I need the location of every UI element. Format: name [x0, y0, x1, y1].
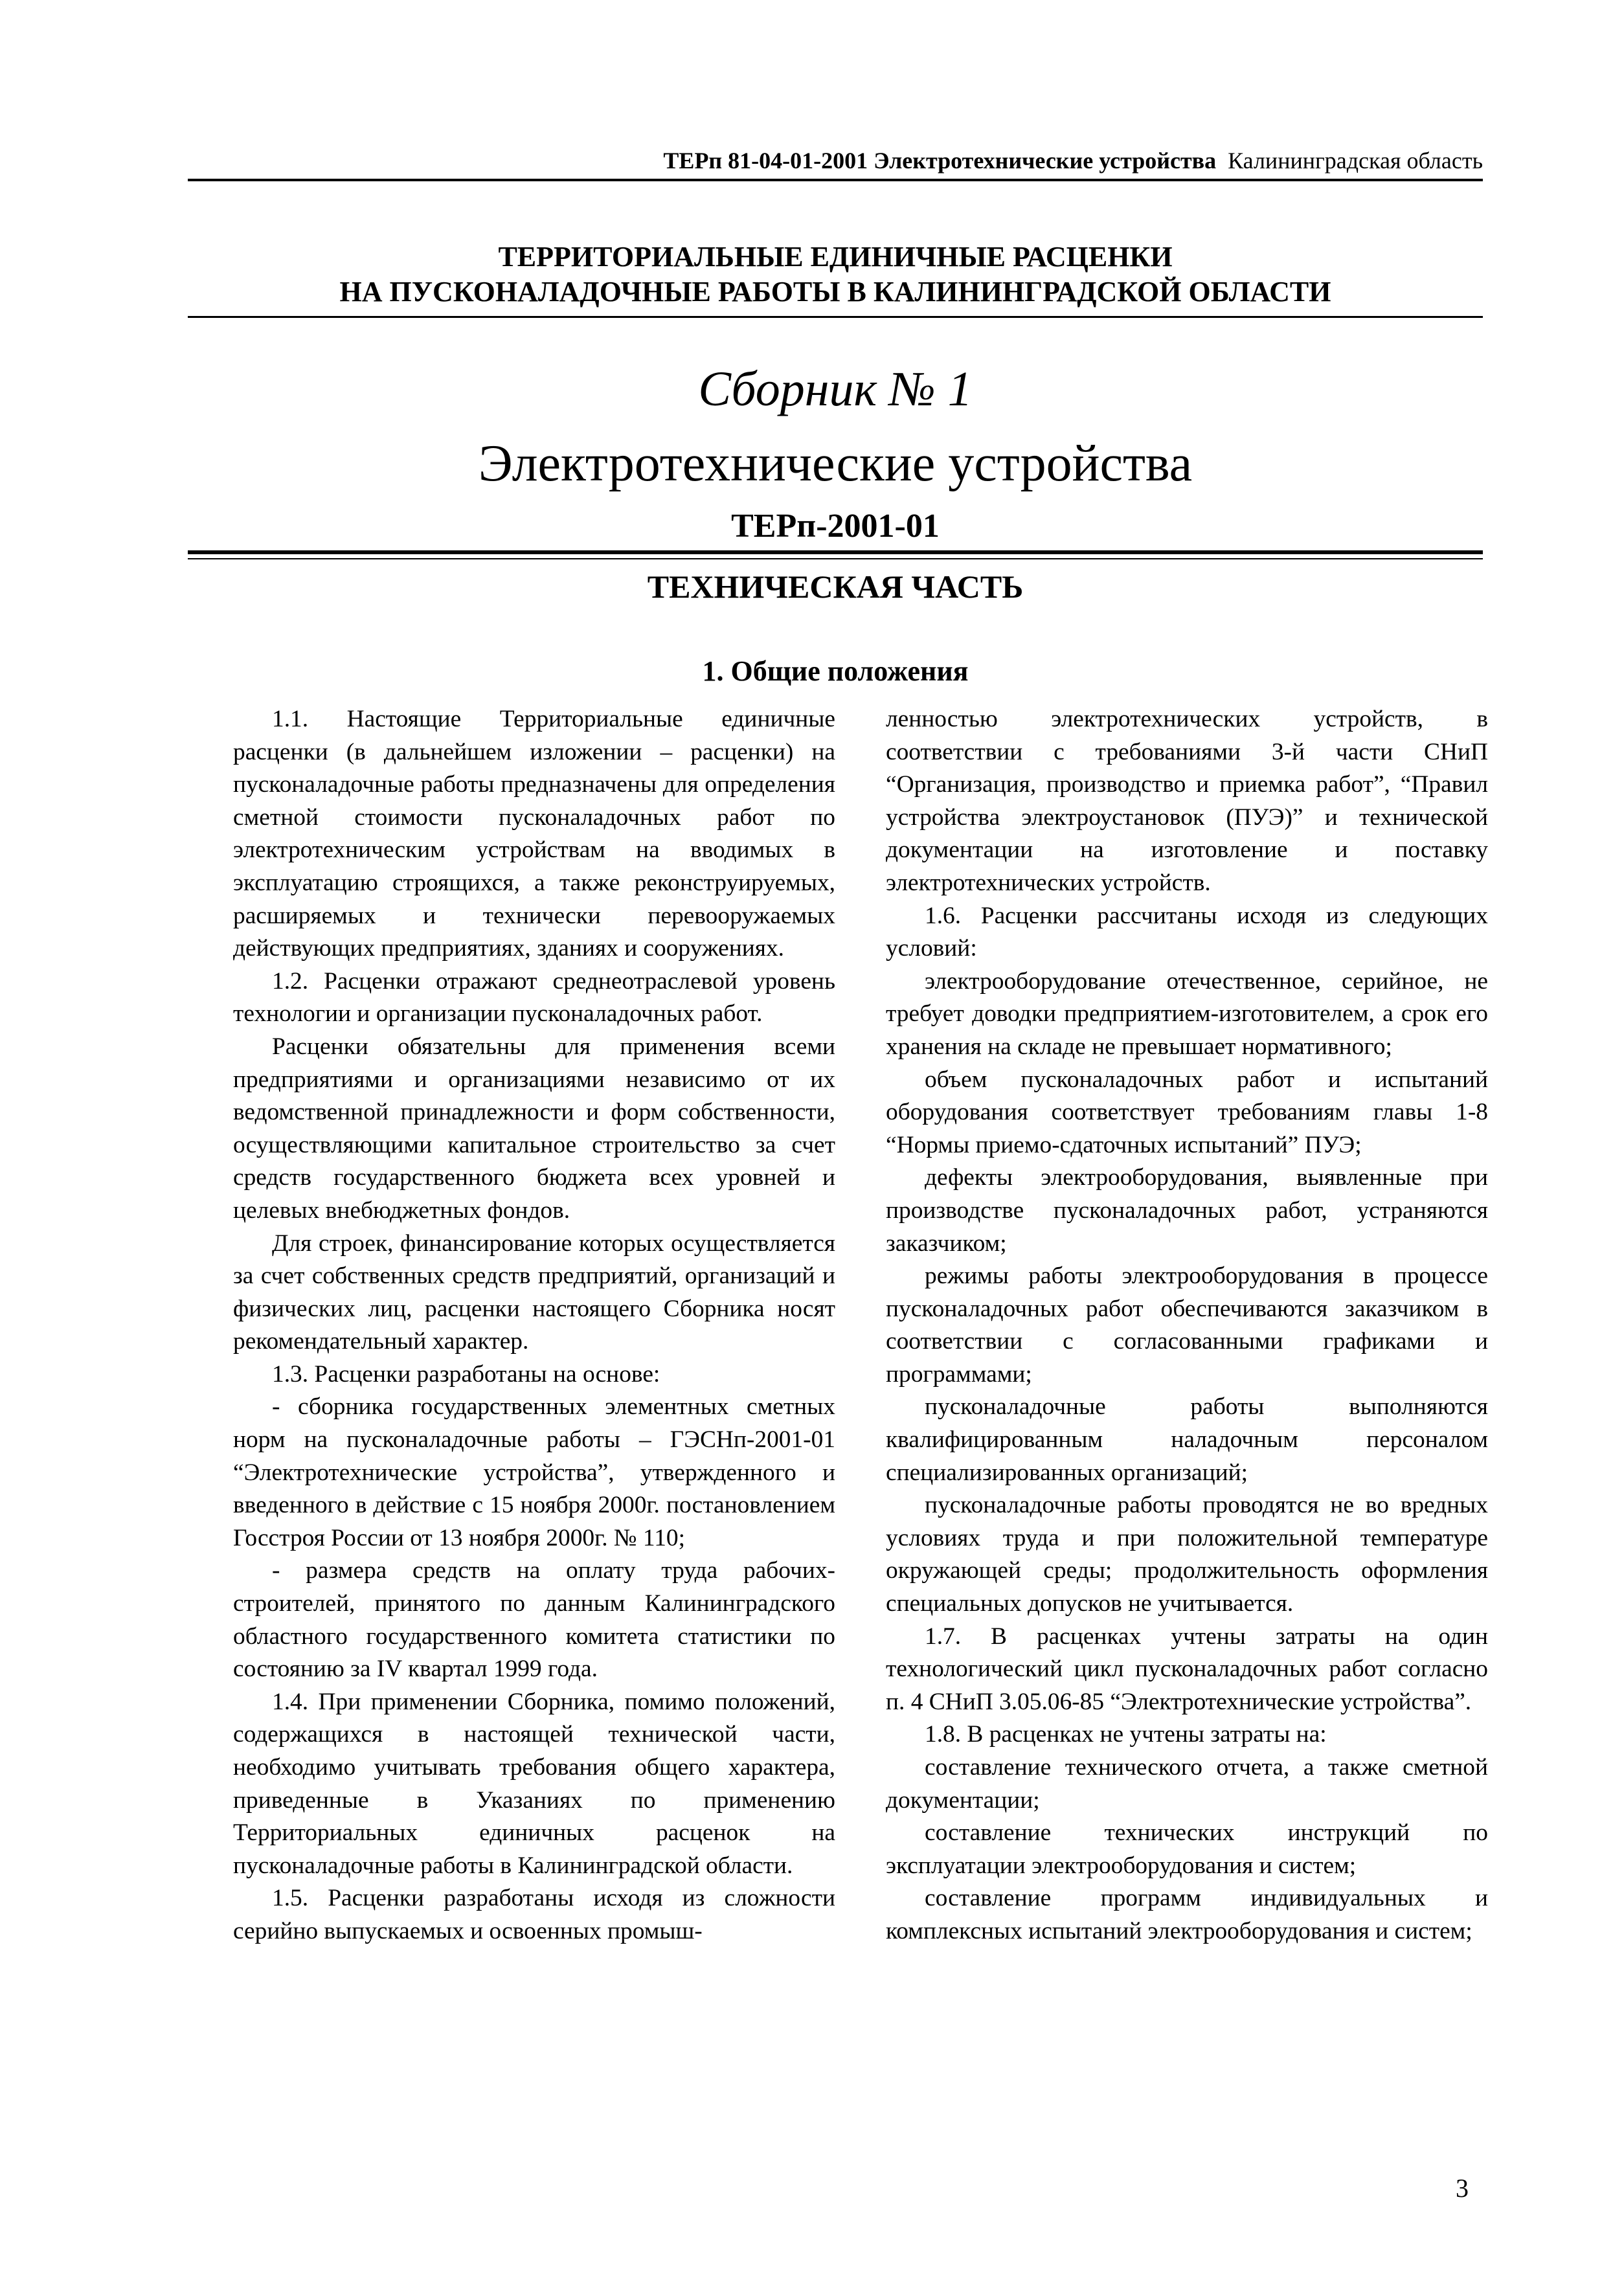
- running-header-region: Калининградская область: [1228, 148, 1483, 174]
- header-rule: [188, 179, 1483, 181]
- title-rule: [188, 316, 1483, 318]
- paragraph: 1.1. Настоящие Территориальные единичные расценки (в дальнейшем изложении – расценки) на пусконаладочные работы предназначены для определения сметной стоимости пусконаладочных работ по электротехническим устройствам на вводимых в эксплуатацию строящихся, а также реконструируемых, расширяемых и технически перевооружаемых действующих предприятиях, зданиях и сооружениях.: [233, 706, 835, 962]
- paragraph: объем пусконаладочных работ и испытаний оборудования соответствует требованиям главы 1-8 “Нормы приемо-сдаточных испытаний” ПУЭ;: [886, 1066, 1488, 1158]
- document-code: ТЕРп-2001-01: [731, 508, 940, 545]
- right-column: [886, 703, 1488, 1948]
- paragraph: - сборника государственных элементных сметных норм на пусконаладочные работы – ГЭСНп-2001-01 “Электротехнические устройства”, утвержденного и введенного в действие с 15 ноября 2000г. постановлением Госстроя России от 13 ноября 2000г. № 110;: [233, 1393, 835, 1551]
- paragraph: составление программ индивидуальных и комплексных испытаний электрооборудования и систем;: [886, 1885, 1488, 1944]
- paragraph: дефекты электрооборудования, выявленные при производстве пусконаладочных работ, устраняются заказчиком;: [886, 1164, 1488, 1257]
- paragraph: 1.4. При применении Сборника, помимо положений, содержащихся в настоящей технической части, необходимо учитывать требования общего характера, приведенные в Указаниях по применению Территориальных единичных расценок на пусконаладочные работы в Калининградской области.: [233, 1688, 835, 1879]
- paragraph: 1.2. Расценки отражают среднеотраслевой уровень технологии и организации пусконаладочных работ.: [233, 967, 835, 1028]
- paragraph: ленностью электротехнических устройств, в соответствии с требованиями 3-й части СНиП “Организация, производство и приемка работ”, “Правил устройства электроустановок (ПУЭ)” и технической документации на изготовление и поставку электротехнических устройств.: [886, 706, 1488, 896]
- chapter-heading: 1. Общие положения: [702, 655, 969, 687]
- title-line-2: НА ПУСКОНАЛАДОЧНЫЕ РАБОТЫ В КАЛИНИНГРАДСКОЙ ОБЛАСТИ: [339, 276, 1331, 308]
- paragraph: - размера средств на оплату труда рабочих-строителей, принятого по данным Калининградского областного государственного комитета статистики по состоянию за IV квартал 1999 года.: [233, 1557, 835, 1683]
- running-header-code: ТЕРп 81-04-01-2001 Электротехнические устройства: [663, 148, 1217, 174]
- paragraph: электрооборудование отечественное, серийное, не требует доводки предприятием-изготовителем, а срок его хранения на складе не превышает нормативного;: [886, 967, 1488, 1060]
- paragraph: Для строек, финансирование которых осуществляется за счет собственных средств предприятий, организаций и физических лиц, расценки настоящего Сборника носят рекомендательный характер.: [233, 1230, 835, 1355]
- collection-number: Сборник № 1: [698, 362, 973, 416]
- title-line-1: ТЕРРИТОРИАЛЬНЫЕ ЕДИНИЧНЫЕ РАСЦЕНКИ: [498, 241, 1173, 273]
- code-rule-thick: [188, 550, 1483, 554]
- left-column: [233, 703, 835, 1948]
- tech-part-heading: ТЕХНИЧЕСКАЯ ЧАСТЬ: [647, 568, 1024, 605]
- section-title: Электротехнические устройства: [478, 435, 1193, 492]
- page-number: 3: [1456, 2174, 1469, 2203]
- paragraph: 1.3. Расценки разработаны на основе:: [272, 1360, 660, 1388]
- paragraph: режимы работы электрооборудования в процессе пусконаладочных работ обеспечиваются заказчиком в соответствии с согласованными графиками и программами;: [886, 1263, 1488, 1388]
- paragraph: Расценки обязательны для применения всеми предприятиями и организациями независимо от их ведомственной принадлежности и форм собственности, осуществляющими капитальное строительство за счет средств государственного бюджета всех уровней и целевых внебюджетных фондов.: [233, 1033, 835, 1224]
- paragraph: составление технических инструкций по эксплуатации электрооборудования и систем;: [886, 1819, 1488, 1879]
- paragraph: 1.7. В расценках учтены затраты на один технологический цикл пусконаладочных работ согласно п. 4 СНиП 3.05.06-85 “Электротехнические устройства”.: [886, 1623, 1488, 1715]
- paragraph: 1.6. Расценки рассчитаны исходя из следующих условий:: [886, 902, 1488, 962]
- paragraph: составление технического отчета, а также сметной документации;: [886, 1754, 1488, 1814]
- running-header: [188, 146, 1483, 175]
- document-title: [188, 240, 1483, 309]
- paragraph: пусконаладочные работы проводятся не во вредных условиях труда и при положительной температуре окружающей среды; продолжительность оформления специальных допусков не учитывается.: [886, 1492, 1488, 1617]
- code-rule-thin: [188, 558, 1483, 559]
- paragraph: пусконаладочные работы выполняются квалифицированным наладочным персоналом специализированных организаций;: [886, 1393, 1488, 1486]
- paragraph: 1.5. Расценки разработаны исходя из сложности серийно выпускаемых и освоенных промыш-: [233, 1885, 835, 1944]
- paragraph: 1.8. В расценках не учтены затраты на:: [925, 1721, 1327, 1748]
